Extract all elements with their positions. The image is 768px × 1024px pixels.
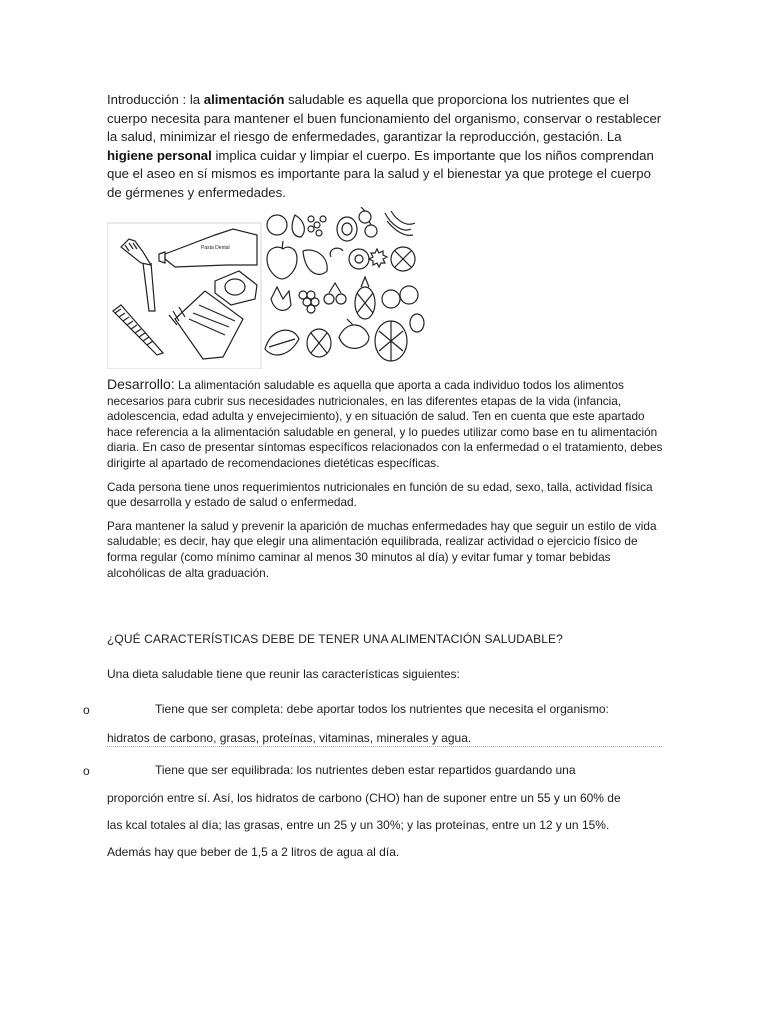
question-heading: ¿QUÉ CARACTERÍSTICAS DEBE DE TENER UNA ALIMENTACIÓN SALUDABLE? [107,632,563,646]
list-item-2-line-1: Tiene que ser equilibrada: los nutrientes deben estar repartidos guardando una [155,763,576,777]
list-bullet-2: o [83,764,90,778]
introduction-paragraph [107,91,667,203]
intro-rest: implica cuidar y limpiar el cuerpo. Es importante que los niños comprendan que el aseo en sí mismos es importante para la salud y el bienestar ya que protege el cuerpo de gérmenes y enfermedades. [107,147,654,200]
development-paragraph-3: Para mantener la salud y prevenir la aparición de muchas enfermedades hay que seguir un estilo de vida saludable; es decir, hay que elegir una alimentación equilibrada, realizar actividad o ejercicio físico de forma regular (como mínimo caminar al menos 30 minutos al día) y evitar fumar y tomar bebidas alcohólicas de alta graduación. [107,518,657,580]
intro-prefix: Introducción : la [107,92,204,107]
toothpaste-label: Pasta Dental [201,245,230,251]
lead-sentence: Una dieta saludable tiene que reunir las características siguientes: [107,667,460,681]
development-title: Desarrollo: [107,376,175,392]
list-item-2-line-2: proporción entre sí. Así, los hidratos de carbono (CHO) han de suponer entre un 55 y un 60% de [107,791,621,805]
development-text-1: La alimentación saludable es aquella que aporta a cada individuo todos los alimentos necesarios para cubrir sus necesidades nutricionales, en las diferentes etapas de la vida (infancia, adolescencia, edad adulta y envejecimiento), y en situación de salud. Ten en cuenta que este apartado hace referencia a la alimentación saludable en general, y lo puedes utilizar como base en tu alimentación diaria. En caso de presentar síntomas específicos relacionados con la enfermedad o el tratamiento, debes dirigirte al apartado de recomendaciones dietéticas específicas. [107,378,663,470]
fruit-icon [265,207,424,361]
hygiene-panel [107,223,261,369]
list-item-1-line-1: Tiene que ser completa: debe aportar todos los nutrientes que necesita el organismo: [155,702,609,716]
development-paragraph-1 [107,377,667,472]
fruit-panel [265,207,424,361]
intro-bold-higiene: higiene personal [107,147,212,163]
dotted-divider [107,746,662,747]
intro-middle: saludable es aquella que proporciona los nutrientes que el cuerpo necesita para mantener el buen funcionamiento del organismo, conservar o restablecer la salud, minimizar el riesgo de enfermedades, garantizar la reproducción, gestación. La [107,92,662,145]
development-paragraph-2: Cada persona tiene unos requerimientos nutricionales en función de su edad, sexo, talla, actividad física que desarrolla y estado de salud o enfermedad. [107,479,653,510]
illustration-image [107,207,427,369]
intro-bold-alimentacion: alimentación [203,92,285,107]
list-item-2-line-3: las kcal totales al día; las grasas, entre un 25 y un 30%; y las proteínas, entre un 12 y un 15%. [107,818,610,832]
list-item-2-line-4: Además hay que beber de 1,5 a 2 litros de agua al día. [107,845,400,859]
illustrations [107,207,427,374]
list-item-1-line-2: hidratos de carbono, grasas, proteínas, vitaminas, minerales y agua. [107,731,472,745]
list-bullet-1: o [83,703,90,717]
development-section [107,377,667,589]
